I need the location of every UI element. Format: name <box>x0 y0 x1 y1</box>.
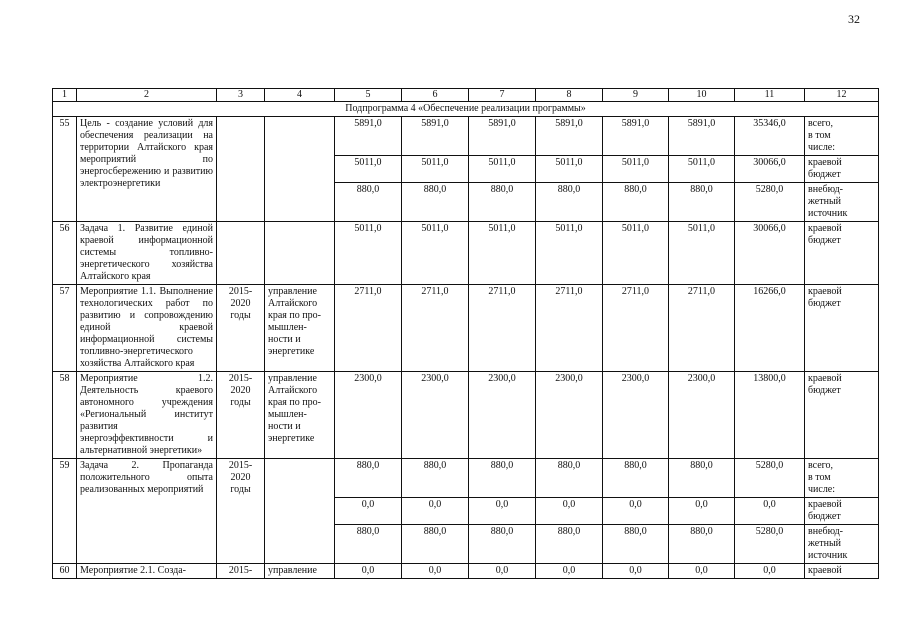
value-cell: 5280,0 <box>735 525 805 564</box>
value-cell: 0,0 <box>669 564 735 579</box>
row-description: Мероприятие 1.2. Деятельность краевого автономного учреждения «Региональный институт развития энергоэффективности и альтернативной энергетики» <box>77 372 217 459</box>
value-cell: 880,0 <box>669 525 735 564</box>
funding-source: краевой бюджет <box>805 372 879 459</box>
value-cell: 0,0 <box>335 498 402 525</box>
row-period: 2015- 2020 годы <box>217 372 265 459</box>
value-cell: 0,0 <box>469 564 536 579</box>
value-cell: 5011,0 <box>669 156 735 183</box>
value-cell: 0,0 <box>402 498 469 525</box>
value-cell: 880,0 <box>536 183 603 222</box>
value-cell: 880,0 <box>469 459 536 498</box>
row-executor: управление <box>265 564 335 579</box>
row-number: 59 <box>53 459 77 564</box>
value-cell: 2711,0 <box>669 285 735 372</box>
value-cell: 5011,0 <box>603 222 669 285</box>
value-cell: 0,0 <box>536 564 603 579</box>
value-cell: 0,0 <box>469 498 536 525</box>
funding-source: всего, в том числе: <box>805 459 879 498</box>
value-cell: 880,0 <box>536 525 603 564</box>
program-table <box>52 88 879 579</box>
value-cell: 880,0 <box>669 183 735 222</box>
column-number-cell: 8 <box>536 89 603 102</box>
value-cell: 880,0 <box>402 525 469 564</box>
value-cell: 0,0 <box>735 564 805 579</box>
table-row <box>53 117 879 156</box>
value-cell: 0,0 <box>603 564 669 579</box>
value-cell: 2300,0 <box>469 372 536 459</box>
value-cell: 880,0 <box>402 183 469 222</box>
value-cell: 2300,0 <box>603 372 669 459</box>
value-cell: 880,0 <box>469 525 536 564</box>
value-cell: 0,0 <box>735 498 805 525</box>
value-cell: 5891,0 <box>536 117 603 156</box>
subprogram-title: Подпрограмма 4 «Обеспечение реализации программы» <box>53 102 879 117</box>
column-number-cell: 3 <box>217 89 265 102</box>
value-cell: 2300,0 <box>669 372 735 459</box>
row-number: 58 <box>53 372 77 459</box>
value-cell: 5011,0 <box>603 156 669 183</box>
column-number-cell: 9 <box>603 89 669 102</box>
value-cell: 880,0 <box>603 525 669 564</box>
column-number-cell: 6 <box>402 89 469 102</box>
value-cell: 2300,0 <box>402 372 469 459</box>
column-number-cell: 2 <box>77 89 217 102</box>
subprogram-row <box>53 102 879 117</box>
value-cell: 880,0 <box>536 459 603 498</box>
funding-source: краевой <box>805 564 879 579</box>
value-cell: 5011,0 <box>469 156 536 183</box>
value-cell: 2300,0 <box>536 372 603 459</box>
value-cell: 2711,0 <box>536 285 603 372</box>
value-cell: 5011,0 <box>335 222 402 285</box>
funding-source: краевой бюджет <box>805 156 879 183</box>
row-description: Мероприятие 1.1. Выполнение технологических работ по развитию и сопровождению единой краевой информационной системы топливно-энергетического хозяйства Алтайского края <box>77 285 217 372</box>
row-description: Цель - создание условий для обеспечения реализации на территории Алтайского края мероприятий по энергосбережению и развитию электроэнергетики <box>77 117 217 222</box>
column-number-cell: 7 <box>469 89 536 102</box>
value-cell: 5891,0 <box>603 117 669 156</box>
value-cell: 2711,0 <box>469 285 536 372</box>
row-executor <box>265 222 335 285</box>
row-description: Мероприятие 2.1. Созда- <box>77 564 217 579</box>
value-cell: 5011,0 <box>536 156 603 183</box>
row-period: 2015- 2020 годы <box>217 285 265 372</box>
row-executor <box>265 459 335 564</box>
value-cell: 2711,0 <box>335 285 402 372</box>
value-cell: 2711,0 <box>402 285 469 372</box>
value-cell: 5891,0 <box>469 117 536 156</box>
value-cell: 5891,0 <box>402 117 469 156</box>
column-number-cell: 12 <box>805 89 879 102</box>
value-cell: 880,0 <box>402 459 469 498</box>
row-description: Задача 1. Развитие единой краевой информационной системы топливно-энергетического хозяйства Алтайского края <box>77 222 217 285</box>
value-cell: 880,0 <box>669 459 735 498</box>
column-number-cell: 10 <box>669 89 735 102</box>
value-cell: 880,0 <box>335 183 402 222</box>
value-cell: 2300,0 <box>335 372 402 459</box>
value-cell: 5891,0 <box>669 117 735 156</box>
value-cell: 30066,0 <box>735 156 805 183</box>
value-cell: 5011,0 <box>335 156 402 183</box>
funding-source: внебюд- жетный источник <box>805 183 879 222</box>
value-cell: 2711,0 <box>603 285 669 372</box>
value-cell: 5011,0 <box>536 222 603 285</box>
value-cell: 0,0 <box>402 564 469 579</box>
value-cell: 5011,0 <box>469 222 536 285</box>
table-row <box>53 459 879 498</box>
row-number: 60 <box>53 564 77 579</box>
value-cell: 35346,0 <box>735 117 805 156</box>
row-number: 57 <box>53 285 77 372</box>
table-row <box>53 564 879 579</box>
row-executor: управление Алтайского края по про- мышлен- ности и энергетике <box>265 372 335 459</box>
value-cell: 880,0 <box>603 183 669 222</box>
value-cell: 13800,0 <box>735 372 805 459</box>
column-number-cell: 5 <box>335 89 402 102</box>
page-number: 32 <box>848 12 860 26</box>
row-period <box>217 222 265 285</box>
value-cell: 5011,0 <box>402 156 469 183</box>
table-row <box>53 285 879 372</box>
value-cell: 0,0 <box>603 498 669 525</box>
value-cell: 5280,0 <box>735 459 805 498</box>
funding-source: краевой бюджет <box>805 222 879 285</box>
table-row <box>53 372 879 459</box>
column-number-cell: 4 <box>265 89 335 102</box>
value-cell: 5011,0 <box>669 222 735 285</box>
row-number: 56 <box>53 222 77 285</box>
column-number-cell: 11 <box>735 89 805 102</box>
value-cell: 880,0 <box>603 459 669 498</box>
value-cell: 880,0 <box>335 525 402 564</box>
row-executor: управление Алтайского края по про- мышлен- ности и энергетике <box>265 285 335 372</box>
value-cell: 0,0 <box>669 498 735 525</box>
value-cell: 5011,0 <box>402 222 469 285</box>
row-executor <box>265 117 335 222</box>
value-cell: 5280,0 <box>735 183 805 222</box>
value-cell: 880,0 <box>335 459 402 498</box>
row-description: Задача 2. Пропаганда положительного опыта реализованных мероприятий <box>77 459 217 564</box>
funding-source: внебюд- жетный источник <box>805 525 879 564</box>
column-number-cell: 1 <box>53 89 77 102</box>
value-cell: 30066,0 <box>735 222 805 285</box>
table-row <box>53 222 879 285</box>
value-cell: 0,0 <box>335 564 402 579</box>
row-period: 2015- 2020 годы <box>217 459 265 564</box>
header-row <box>53 89 879 102</box>
value-cell: 0,0 <box>536 498 603 525</box>
row-number: 55 <box>53 117 77 222</box>
value-cell: 5891,0 <box>335 117 402 156</box>
funding-source: краевой бюджет <box>805 498 879 525</box>
value-cell: 880,0 <box>469 183 536 222</box>
row-period: 2015- <box>217 564 265 579</box>
row-period <box>217 117 265 222</box>
funding-source: краевой бюджет <box>805 285 879 372</box>
funding-source: всего, в том числе: <box>805 117 879 156</box>
value-cell: 16266,0 <box>735 285 805 372</box>
